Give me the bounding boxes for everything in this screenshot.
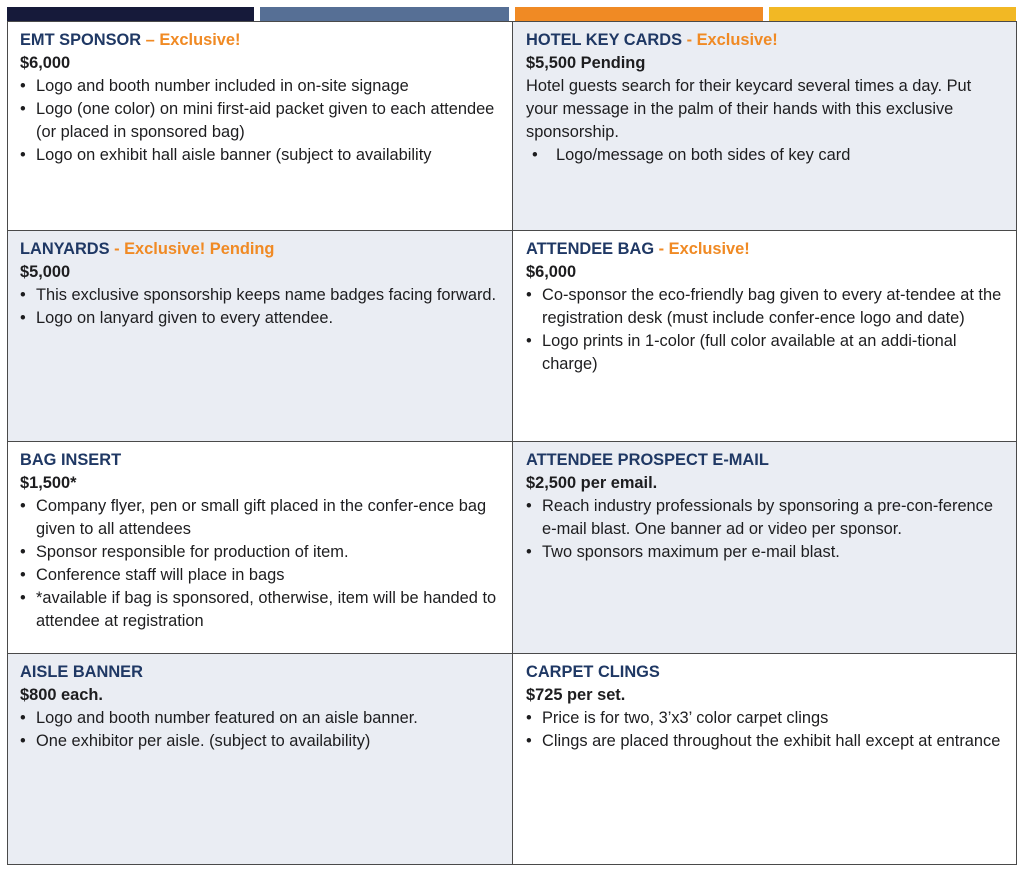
sponsorship-title: BAG INSERT — [20, 451, 122, 469]
benefit-list — [526, 284, 1004, 376]
sponsorship-price: $2,500 per email. — [526, 474, 658, 492]
sponsorship-title: LANYARDS — [20, 240, 110, 258]
benefit-item: • Co-sponsor the eco-friendly bag given to every at-tendee at the registration desk (must include confer-ence logo and date) — [526, 286, 1002, 327]
accent-bar-yellow — [769, 7, 1016, 21]
benefit-item: • One exhibitor per aisle. (subject to availability) — [20, 732, 371, 750]
sponsorship-title: HOTEL KEY CARDS — [526, 31, 683, 49]
benefit-item: • Sponsor responsible for production of item. — [20, 543, 349, 561]
benefit-item: • Company flyer, pen or small gift placed in the confer-ence bag given to all attendees — [20, 497, 487, 538]
sponsorship-cell-attendee-bag — [512, 230, 1016, 441]
exclusive-tag: - Exclusive! — [682, 31, 778, 49]
sponsorship-price: $725 per set. — [526, 686, 626, 704]
benefit-list — [20, 284, 500, 330]
benefit-item: • Price is for two, 3’x3’ color carpet clings — [526, 709, 829, 727]
benefit-list — [20, 707, 500, 753]
accent-bar-orange — [515, 7, 763, 21]
cell-heading — [526, 449, 1004, 472]
benefit-item: • Logo and booth number featured on an aisle banner. — [20, 709, 418, 727]
benefit-item: • Clings are placed throughout the exhibit hall except at entrance — [526, 732, 1001, 750]
cell-heading — [526, 29, 1004, 52]
sponsorship-cell-aisle-banner — [7, 653, 512, 864]
cell-heading — [20, 29, 500, 52]
benefit-item: • Logo prints in 1-color (full color available at an addi-tional charge) — [526, 332, 957, 373]
cell-heading — [20, 449, 500, 472]
sponsorship-cell-lanyards — [7, 230, 512, 441]
benefit-item: • Logo on exhibit hall aisle banner (subject to availability — [20, 146, 432, 164]
benefit-list — [20, 495, 500, 633]
benefit-list — [526, 495, 1004, 564]
benefit-list — [526, 144, 1004, 167]
exclusive-tag: - Exclusive! — [654, 240, 750, 258]
benefit-item: • *available if bag is sponsored, otherwise, item will be handed to attendee at registration — [20, 589, 497, 630]
sponsorship-price: $5,000 — [20, 263, 71, 281]
sponsorship-title: ATTENDEE PROSPECT E-MAIL — [526, 451, 769, 469]
benefit-item: • This exclusive sponsorship keeps name badges facing forward. — [20, 286, 497, 304]
benefit-item: • Conference staff will place in bags — [20, 566, 285, 584]
sponsorship-cell-carpet-clings — [512, 653, 1016, 864]
benefit-item: • Logo on lanyard given to every attendee. — [20, 309, 334, 327]
sponsorship-cell-attendee-prospect-email — [512, 441, 1016, 653]
benefit-item: • Logo (one color) on mini first-aid packet given to each attendee (or placed in sponsored bag) — [20, 100, 495, 141]
benefit-item: • Logo and booth number included in on-site signage — [20, 77, 409, 95]
sponsorship-price: $800 each. — [20, 686, 103, 704]
sponsorship-cell-emt-sponsor — [7, 21, 512, 230]
sponsorship-title: CARPET CLINGS — [526, 663, 660, 681]
sponsorship-description: Hotel guests search for their keycard several times a day. Put your message in the palm of their hands with this exclusive sponsorship. — [526, 77, 972, 141]
sponsorship-price: $5,500 Pending — [526, 54, 646, 72]
sponsorship-cell-bag-insert — [7, 441, 512, 653]
cell-heading — [526, 238, 1004, 261]
sponsorship-cell-hotel-key-cards — [512, 21, 1016, 230]
cell-heading — [20, 661, 500, 684]
benefit-item: • Reach industry professionals by sponsoring a pre-con-ference e-mail blast. One banner ad or video per sponsor. — [526, 497, 993, 538]
exclusive-tag: – Exclusive! — [141, 31, 241, 49]
sponsorship-grid — [7, 21, 1017, 865]
cell-heading — [20, 238, 500, 261]
sponsorship-title: EMT SPONSOR — [20, 31, 142, 49]
sponsorship-price: $6,000 — [526, 263, 577, 281]
benefit-item: • Two sponsors maximum per e-mail blast. — [526, 543, 840, 561]
sponsorship-title: ATTENDEE BAG — [526, 240, 655, 258]
sponsorship-price: $1,500* — [20, 474, 77, 492]
cell-heading — [526, 661, 1004, 684]
benefit-item: • Logo/message on both sides of key card — [532, 146, 851, 164]
exclusive-tag: - Exclusive! Pending — [109, 240, 275, 258]
sponsorship-price: $6,000 — [20, 54, 71, 72]
benefit-list — [526, 707, 1004, 753]
sponsorship-title: AISLE BANNER — [20, 663, 143, 681]
accent-bar-navy — [7, 7, 254, 21]
accent-bar-slate — [260, 7, 509, 21]
benefit-list — [20, 75, 500, 167]
